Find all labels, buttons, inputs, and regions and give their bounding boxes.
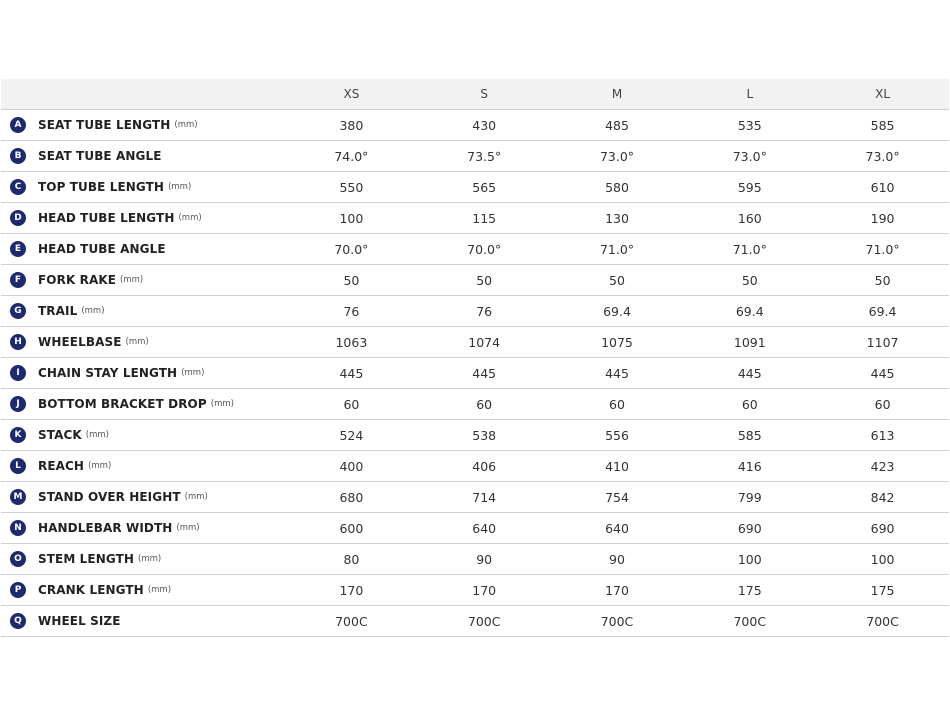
- measurement-name: TRAIL: [38, 304, 78, 318]
- measurement-unit: (mm): [168, 182, 192, 192]
- table-cell: 416: [737, 458, 762, 474]
- table-cell: 700C: [866, 613, 899, 629]
- table-row: [1, 544, 949, 575]
- table-row: [1, 451, 949, 482]
- table-cell: 640: [605, 520, 629, 536]
- table-cell: 100: [737, 551, 762, 567]
- table-cell: 380: [339, 117, 364, 133]
- table-cell: 1075: [601, 334, 633, 350]
- row-label: [1, 272, 285, 288]
- table-cell: 60: [741, 396, 758, 412]
- table-cell: 69.4: [868, 303, 897, 319]
- table-cell: 60: [609, 396, 625, 412]
- row-label: [1, 241, 285, 257]
- table-cell: 73.0°: [865, 148, 900, 164]
- letter-badge-icon: A: [10, 117, 26, 133]
- table-cell: 406: [472, 458, 497, 474]
- table-cell: 1091: [733, 334, 766, 350]
- table-cell: 170: [339, 582, 364, 598]
- measurement-name: SEAT TUBE LENGTH: [38, 118, 171, 132]
- table-cell: 410: [605, 458, 629, 474]
- row-label: [1, 365, 285, 381]
- size-header-s: S: [480, 87, 488, 101]
- table-cell: 130: [605, 210, 629, 226]
- table-row: [1, 265, 949, 296]
- measurement-unit: (mm): [138, 554, 162, 564]
- table-cell: 50: [741, 272, 758, 288]
- measurement-unit: (mm): [210, 399, 234, 409]
- letter-badge-icon: J: [10, 396, 26, 412]
- table-cell: 76: [343, 303, 360, 319]
- row-label: [1, 613, 285, 629]
- measurement-unit: (mm): [81, 306, 105, 316]
- letter-badge-icon: G: [10, 303, 26, 319]
- table-cell: 70.0°: [467, 241, 502, 257]
- table-cell: 100: [339, 210, 364, 226]
- table-cell: 445: [339, 365, 364, 381]
- letter-badge-icon: M: [10, 489, 26, 505]
- table-cell: 842: [870, 489, 895, 505]
- table-cell: 538: [472, 427, 497, 443]
- row-label: [1, 458, 285, 474]
- row-label: [1, 148, 285, 164]
- letter-badge-icon: F: [10, 272, 26, 288]
- letter-badge-icon: I: [10, 365, 26, 381]
- measurement-name: HEAD TUBE ANGLE: [38, 242, 166, 256]
- table-cell: 50: [343, 272, 360, 288]
- table-row: [1, 110, 949, 141]
- table-cell: 600: [339, 520, 364, 536]
- table-cell: 400: [339, 458, 364, 474]
- table-cell: 1063: [335, 334, 368, 350]
- table-row: [1, 420, 949, 451]
- table-cell: 550: [339, 179, 364, 195]
- table-row: [1, 296, 949, 327]
- table-cell: 714: [472, 489, 497, 505]
- table-cell: 60: [476, 396, 493, 412]
- table-cell: 76: [476, 303, 493, 319]
- table-cell: 1107: [866, 334, 899, 350]
- table-row: [1, 327, 949, 358]
- letter-badge-icon: E: [10, 241, 26, 257]
- measurement-name: CHAIN STAY LENGTH: [38, 366, 178, 380]
- row-label: [1, 520, 285, 536]
- table-cell: 580: [605, 179, 629, 195]
- measurement-name: STACK: [38, 428, 82, 442]
- row-label: [1, 117, 285, 133]
- measurement-name: FORK RAKE: [38, 273, 117, 287]
- table-cell: 700C: [335, 613, 368, 629]
- table-cell: 700C: [467, 613, 501, 629]
- table-cell: 100: [870, 551, 895, 567]
- size-header-m: M: [611, 87, 623, 101]
- table-cell: 175: [737, 582, 762, 598]
- table-row: [1, 575, 949, 606]
- table-cell: 690: [870, 520, 895, 536]
- table-cell: 799: [737, 489, 762, 505]
- table-cell: 430: [472, 117, 497, 133]
- letter-badge-icon: H: [10, 334, 26, 350]
- table-cell: 1074: [468, 334, 501, 350]
- table-row: [1, 389, 949, 420]
- table-cell: 73.0°: [732, 148, 767, 164]
- letter-badge-icon: B: [10, 148, 26, 164]
- table-cell: 90: [609, 551, 625, 567]
- table-cell: 700C: [733, 613, 767, 629]
- table-row: [1, 141, 949, 172]
- measurement-unit: (mm): [178, 213, 202, 223]
- measurement-name: WHEELBASE: [38, 335, 122, 349]
- row-label: [1, 551, 285, 567]
- measurement-name: SEAT TUBE ANGLE: [38, 149, 162, 163]
- measurement-unit: (mm): [176, 523, 200, 533]
- measurement-unit: (mm): [174, 120, 198, 130]
- table-cell: 190: [870, 210, 895, 226]
- size-header-l: L: [746, 87, 754, 101]
- table-cell: 700C: [600, 613, 634, 629]
- measurement-unit: (mm): [88, 461, 112, 471]
- table-cell: 595: [737, 179, 762, 195]
- size-header-xs: XS: [343, 87, 360, 101]
- table-cell: 556: [605, 427, 629, 443]
- row-label: [1, 303, 285, 319]
- letter-badge-icon: D: [10, 210, 26, 226]
- measurement-name: REACH: [38, 459, 85, 473]
- letter-badge-icon: N: [10, 520, 26, 536]
- table-cell: 71.0°: [865, 241, 900, 257]
- measurement-unit: (mm): [184, 492, 208, 502]
- table-cell: 90: [476, 551, 493, 567]
- measurement-name: HEAD TUBE LENGTH: [38, 211, 175, 225]
- measurement-unit: (mm): [147, 585, 172, 595]
- table-cell: 445: [605, 365, 629, 381]
- table-cell: 160: [737, 210, 762, 226]
- table-cell: 640: [472, 520, 497, 536]
- table-cell: 524: [339, 427, 364, 443]
- table-cell: 565: [472, 179, 497, 195]
- measurement-name: TOP TUBE LENGTH: [38, 180, 165, 194]
- measurement-name: BOTTOM BRACKET DROP: [38, 397, 207, 411]
- row-label: [1, 396, 285, 412]
- table-cell: 60: [874, 396, 891, 412]
- table-cell: 170: [472, 582, 497, 598]
- table-row: [1, 513, 949, 544]
- size-header-xl: XL: [875, 87, 891, 101]
- row-label: [1, 210, 285, 226]
- table-cell: 690: [737, 520, 762, 536]
- table-row: [1, 482, 949, 513]
- row-label: [1, 489, 285, 505]
- measurement-name: HANDLEBAR WIDTH: [38, 521, 173, 535]
- table-cell: 80: [343, 551, 360, 567]
- table-cell: 613: [870, 427, 895, 443]
- table-cell: 60: [343, 396, 360, 412]
- measurement-name: WHEEL SIZE: [38, 614, 121, 628]
- measurement-name: STEM LENGTH: [38, 552, 134, 566]
- geometry-table: [1, 79, 949, 637]
- table-row: [1, 606, 949, 637]
- table-cell: 71.0°: [599, 241, 635, 257]
- table-cell: 73.0°: [599, 148, 635, 164]
- letter-badge-icon: L: [10, 458, 26, 474]
- table-cell: 69.4: [735, 303, 764, 319]
- table-cell: 445: [737, 365, 762, 381]
- measurement-unit: (mm): [125, 337, 149, 347]
- table-cell: 70.0°: [334, 241, 369, 257]
- table-cell: 610: [870, 179, 895, 195]
- table-header-row: [1, 79, 949, 110]
- measurement-name: CRANK LENGTH: [38, 583, 144, 597]
- table-cell: 50: [874, 272, 891, 288]
- table-cell: 50: [476, 272, 493, 288]
- letter-badge-icon: O: [10, 551, 26, 567]
- row-label: [1, 427, 285, 443]
- table-row: [1, 203, 949, 234]
- table-cell: 73.5°: [467, 148, 502, 164]
- row-label: [1, 334, 285, 350]
- letter-badge-icon: P: [10, 582, 26, 598]
- table-cell: 585: [870, 117, 895, 133]
- letter-badge-icon: K: [10, 427, 26, 443]
- table-cell: 445: [472, 365, 497, 381]
- row-label: [1, 179, 285, 195]
- letter-badge-icon: Q: [10, 613, 26, 629]
- letter-badge-icon: C: [10, 179, 26, 195]
- table-cell: 115: [472, 210, 497, 226]
- row-label: [1, 582, 285, 598]
- table-cell: 71.0°: [732, 241, 767, 257]
- table-cell: 754: [605, 489, 629, 505]
- measurement-unit: (mm): [120, 275, 144, 285]
- table-cell: 680: [339, 489, 364, 505]
- table-body: [1, 110, 949, 637]
- measurement-name: STAND OVER HEIGHT: [38, 490, 181, 504]
- table-row: [1, 172, 949, 203]
- measurement-unit: (mm): [85, 430, 109, 440]
- table-cell: 423: [870, 458, 895, 474]
- table-cell: 74.0°: [334, 148, 369, 164]
- table-cell: 485: [605, 117, 629, 133]
- table-cell: 170: [605, 582, 629, 598]
- table-cell: 50: [609, 272, 625, 288]
- table-cell: 585: [737, 427, 762, 443]
- table-row: [1, 358, 949, 389]
- measurement-unit: (mm): [181, 368, 205, 378]
- table-row: [1, 234, 949, 265]
- table-cell: 535: [737, 117, 762, 133]
- table-cell: 175: [870, 582, 895, 598]
- table-cell: 69.4: [603, 303, 631, 319]
- table-cell: 445: [870, 365, 895, 381]
